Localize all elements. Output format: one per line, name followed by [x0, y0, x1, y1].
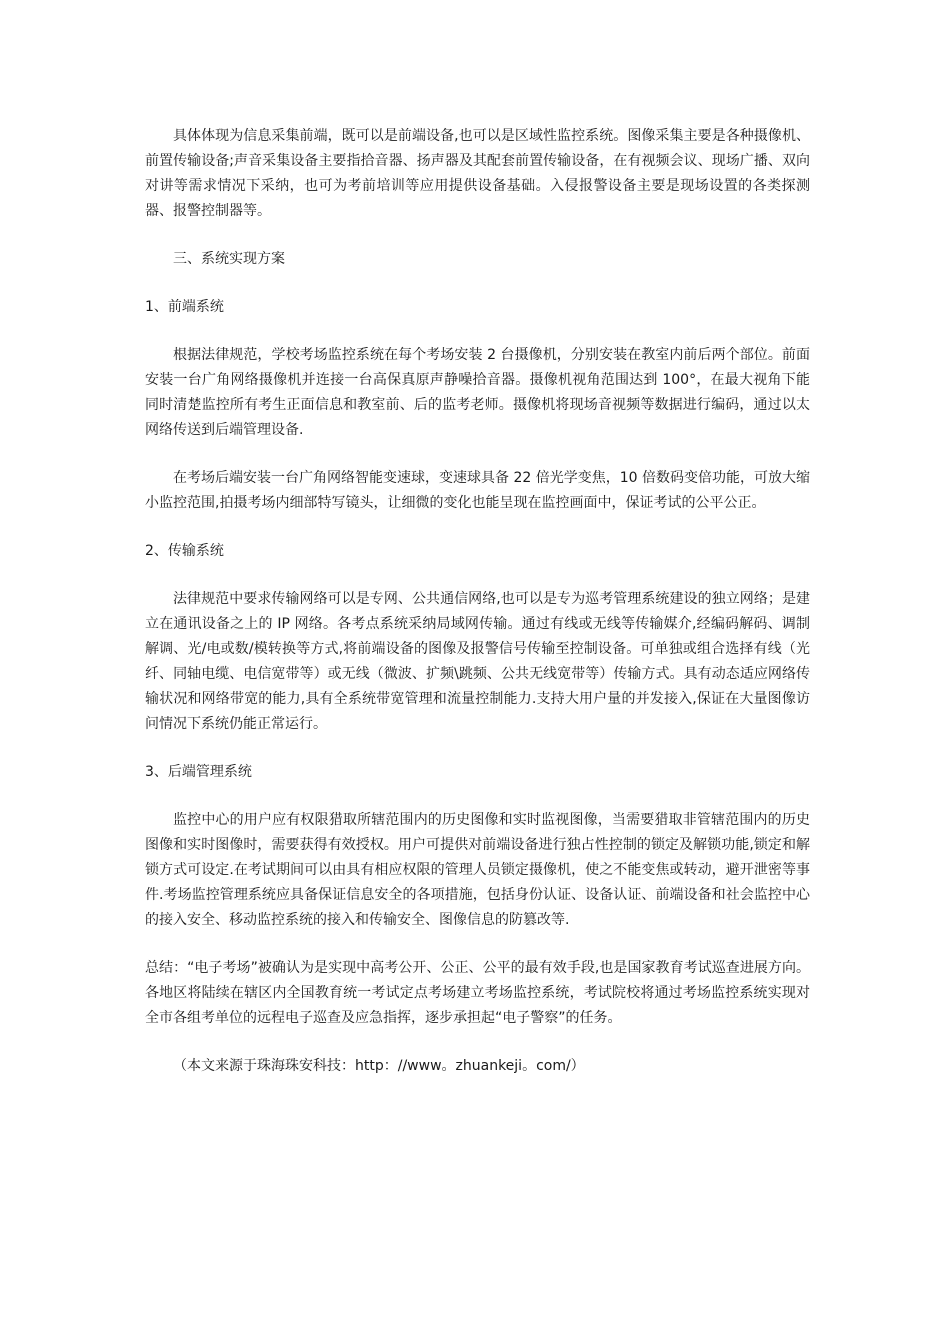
- subheading-backend-system: 3、后端管理系统: [145, 764, 252, 780]
- paragraph-summary: 总结：“电子考场”被确认为是实现中高考公开、公正、公平的最有效手段,也是国家教育考试巡查进展方向。各地区将陆续在辖区内全国教育统一考试定点考场建立考场监控系统，考试院校将通过考场监控系统实现对全市各组考单位的远程电子巡查及应急指挥，逐步承担起“电子警察”的任务。: [145, 960, 810, 1026]
- paragraph-front-end-intro: 具体体现为信息采集前端，既可以是前端设备,也可以是区域性监控系统。图像采集主要是各种摄像机、前置传输设备;声音采集设备主要指拾音器、扬声器及其配套前置传输设备，在有视频会议、现场广播、双向对讲等需求情况下采纳，也可为考前培训等应用提供设备基础。入侵报警设备主要是现场设置的各类探测器、报警控制器等。: [145, 128, 810, 219]
- paragraph-speed-dome: 在考场后端安装一台广角网络智能变速球，变速球具备 22 倍光学变焦，10 倍数码变倍功能，可放大缩小监控范围,拍摄考场内细部特写镜头，让细微的变化也能呈现在监控画面中，保证考试的公平公正。: [145, 470, 810, 511]
- subheading-front-end-system: 1、前端系统: [145, 299, 224, 315]
- source-note: （本文来源于珠海珠安科技：http：//www。zhuankeji。com/）: [173, 1058, 585, 1074]
- document-body: [145, 124, 810, 1102]
- paragraph-camera-setup: 根据法律规范，学校考场监控系统在每个考场安装 2 台摄像机，分别安装在教室内前后两个部位。前面安装一台广角网络摄像机并连接一台高保真原声静噪拾音器。摄像机视角范围达到 100°，在最大视角下能同时清楚监控所有考生正面信息和教室前、后的监考老师。摄像机将现场音视频等数据进行编码，通过以太网络传送到后端管理设备.: [145, 347, 810, 438]
- section-heading-implementation: 三、系统实现方案: [173, 251, 285, 267]
- paragraph-transmission: 法律规范中要求传输网络可以是专网、公共通信网络,也可以是专为巡考管理系统建设的独立网络；是建立在通讯设备之上的 IP 网络。各考点系统采纳局域网传输。通过有线或无线等传输媒介,经编码解码、调制解调、光/电或数/模转换等方式,将前端设备的图像及报警信号传输至控制设备。可单独或组合选择有线（光纤、同轴电缆、电信宽带等）或无线（微波、扩频\跳频、公共无线宽带等）传输方式。具有动态适应网络传输状况和网络带宽的能力,具有全系统带宽管理和流量控制能力.支持大用户量的并发接入,保证在大量图像访问情况下系统仍能正常运行。: [145, 591, 810, 732]
- paragraph-backend: 监控中心的用户应有权限猎取所辖范围内的历史图像和实时监视图像，当需要猎取非管辖范围内的历史图像和实时图像时，需要获得有效授权。用户可提供对前端设备进行独占性控制的锁定及解锁功能,锁定和解锁方式可设定.在考试期间可以由具有相应权限的管理人员锁定摄像机，使之不能变焦或转动，避开泄密等事件.考场监控管理系统应具备保证信息安全的各项措施，包括身份认证、设备认证、前端设备和社会监控中心的接入安全、移动监控系统的接入和传输安全、图像信息的防篡改等.: [145, 812, 810, 928]
- subheading-transmission-system: 2、传输系统: [145, 543, 224, 559]
